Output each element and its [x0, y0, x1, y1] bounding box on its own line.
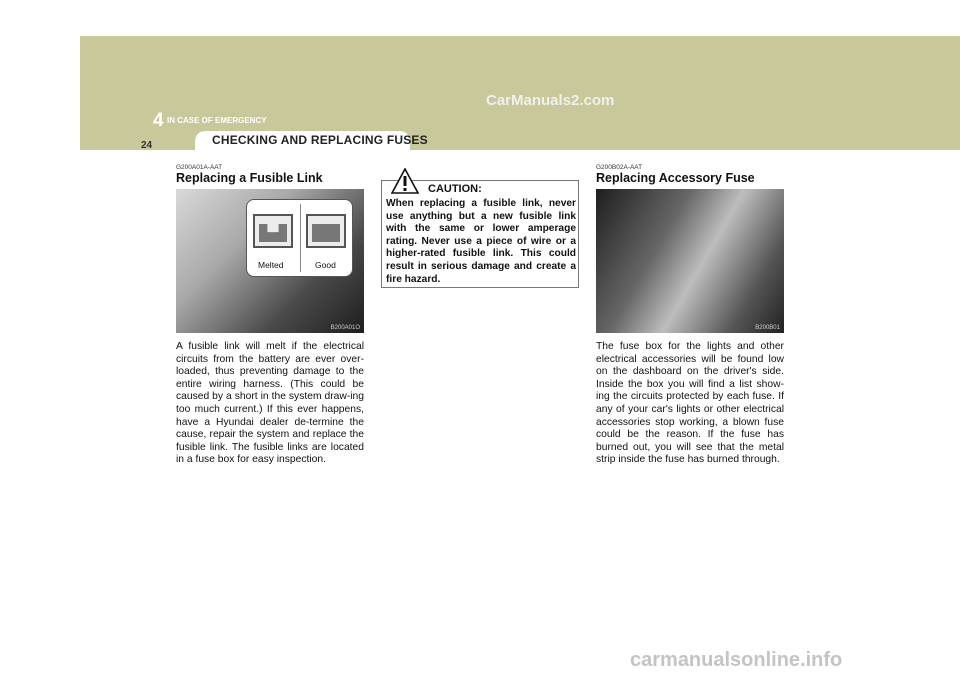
good-fuse-icon — [306, 214, 346, 248]
photo-code: B200B01 — [755, 325, 780, 331]
melted-label: Melted — [258, 260, 284, 270]
right-section-heading: Replacing Accessory Fuse — [596, 171, 755, 185]
caution-text: When replacing a fusible link, never use anything but a new fusible link with the same or lower amperage rating. Never use a piece of wire or a higher-rated fusible link. This could result in serious damage and create a fire hazard. — [386, 198, 576, 285]
page-number: 24 — [141, 140, 153, 151]
photo-code: B200A01O — [330, 325, 360, 331]
caution-title: CAUTION: — [428, 183, 482, 195]
fuse-box-photo — [596, 189, 784, 333]
callout-divider — [300, 204, 301, 272]
section-title: CHECKING AND REPLACING FUSES — [212, 133, 428, 147]
right-body-text: The fuse box for the lights and other electrical accessories will be found low on the dashboard on the driver's side. Inside the box you will find a list show-ing the circuits protected by each fuse. If any of your car's lights or other electrical accessories stop working, a blown fuse could be the reason. If the fuse has burned out, you will see that the metal strip inside the fuse has burned through. — [596, 341, 784, 466]
left-body-text: A fusible link will melt if the electrical circuits from the battery are ever over-loaded, thus preventing damage to the entire wiring harness. (This could be caused by a short in the system draw-ing too much current.) If this ever happens, have a Hyundai dealer de-termine the cause, repair the system and replace the fusible link. The fusible links are located in a fuse box for easy inspection. — [176, 341, 364, 466]
chapter-title: IN CASE OF EMERGENCY — [167, 116, 267, 125]
warning-triangle-icon — [391, 168, 419, 194]
chapter-number: 4 — [153, 110, 164, 131]
watermark-link[interactable]: CarManuals2.com — [486, 92, 615, 109]
melted-fuse-icon — [253, 214, 293, 248]
good-label: Good — [315, 260, 336, 270]
left-section-code: G200A01A-AAT — [176, 164, 223, 171]
fuse-comparison-callout — [246, 199, 353, 277]
right-section-code: G200B02A-AAT — [596, 164, 643, 171]
footer-watermark[interactable]: carmanualsonline.info — [630, 649, 843, 671]
left-section-heading: Replacing a Fusible Link — [176, 171, 323, 185]
